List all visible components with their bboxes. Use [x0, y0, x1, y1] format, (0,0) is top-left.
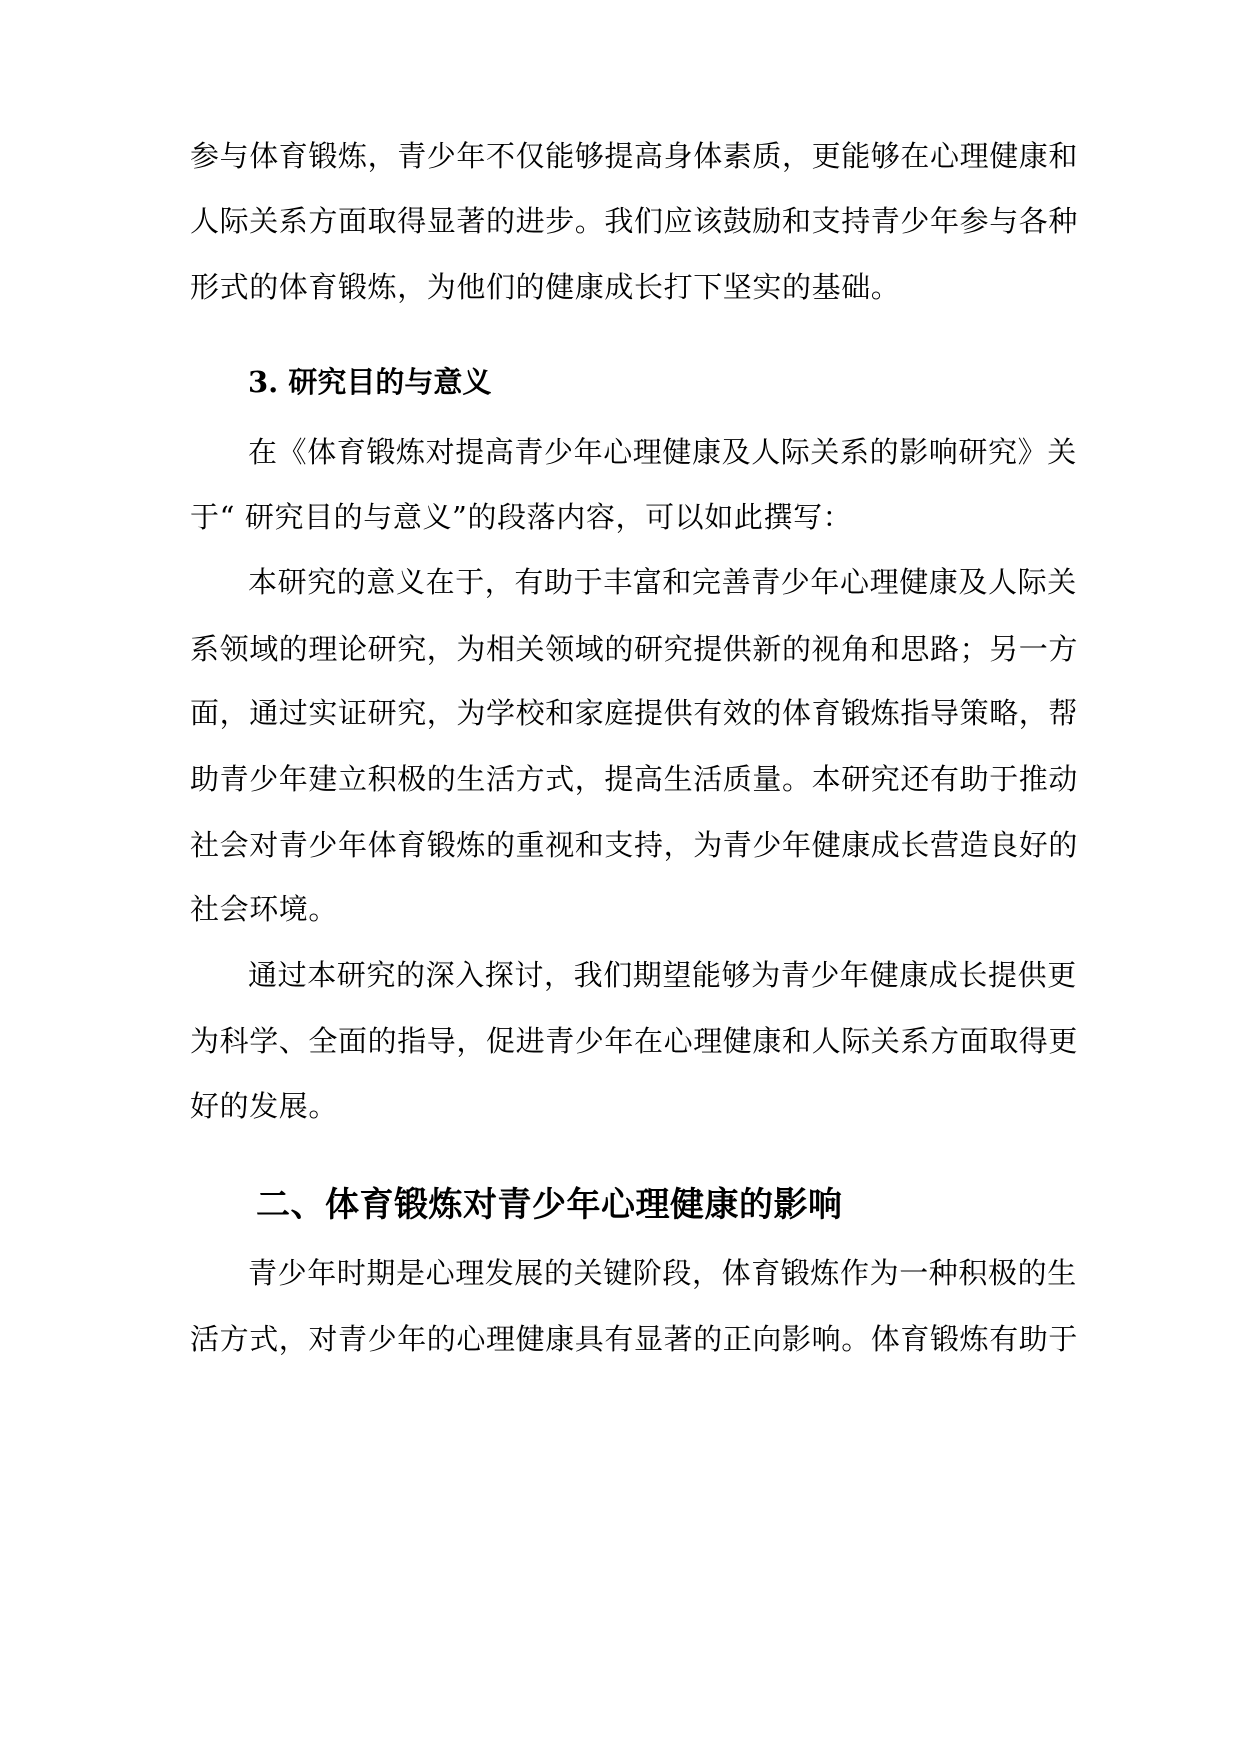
paragraph-line: 活方式，对青少年的心理健康具有显著的正向影响。体育锻炼有助于	[190, 1322, 1079, 1356]
paragraph-line: 好的发展。	[190, 1089, 339, 1123]
paragraph-line: 通过本研究的深入探讨，我们期望能够为青少年健康成长提供更	[248, 958, 1077, 992]
paragraph-line: 社会对青少年体育锻炼的重视和支持，为青少年健康成长营造良好的	[190, 828, 1079, 862]
paragraph-line: 于“ 研究目的与意义”的段落内容，可以如此撰写：	[190, 500, 853, 534]
section-heading: 二、体育锻炼对青少年心理健康的影响	[256, 1185, 843, 1225]
paragraph-line: 系领域的理论研究，为相关领域的研究提供新的视角和思路；另一方	[190, 632, 1079, 666]
paragraph-line: 为科学、全面的指导，促进青少年在心理健康和人际关系方面取得更	[190, 1024, 1079, 1058]
paragraph-line: 参与体育锻炼，青少年不仅能够提高身体素质，更能够在心理健康和	[190, 139, 1079, 173]
paragraph-line: 形式的体育锻炼，为他们的健康成长打下坚实的基础。	[190, 270, 901, 304]
paragraph-line: 面，通过实证研究，为学校和家庭提供有效的体育锻炼指导策略，帮	[190, 696, 1079, 730]
paragraph-line: 本研究的意义在于，有助于丰富和完善青少年心理健康及人际关	[248, 565, 1077, 599]
paragraph-line: 在《体育锻炼对提高青少年心理健康及人际关系的影响研究》关	[248, 435, 1077, 469]
section-subheading: 3. 研究目的与意义	[248, 365, 492, 399]
paragraph-line: 青少年时期是心理发展的关键阶段，体育锻炼作为一种积极的生	[248, 1256, 1077, 1290]
paragraph-line: 人际关系方面取得显著的进步。我们应该鼓励和支持青少年参与各种	[190, 204, 1079, 238]
paragraph-line: 社会环境。	[190, 892, 339, 926]
paragraph-line: 助青少年建立积极的生活方式，提高生活质量。本研究还有助于推动	[190, 762, 1079, 796]
